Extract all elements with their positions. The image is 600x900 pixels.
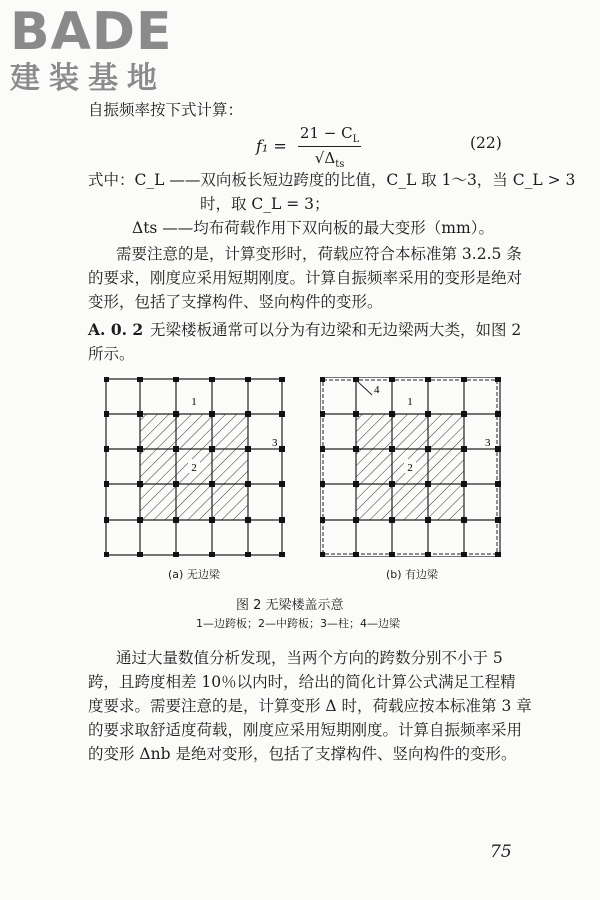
label-edge-span: 1 — [407, 396, 413, 408]
intro-text: 自振频率按下式计算： — [88, 101, 244, 119]
para2-line-5: 的变形 Δnb 是绝对变形，包括了支撑构件、竖向构件的变形。 — [88, 745, 517, 763]
formula-lhs: f₁ = — [256, 136, 287, 156]
para1-line-1: 需要注意的是，计算变形时，荷载应符合本标准第 3.2.5 条 — [116, 245, 522, 263]
logo-brand-text: BADE — [10, 2, 173, 62]
para1-line-3: 变形，包括了支撑构件、竖向构件的变形。 — [88, 293, 383, 311]
caption-b: (b) 有边梁 — [386, 568, 439, 581]
para1-line-2: 的要求，刚度应采用短期刚度。计算自振频率采用的变形是绝对 — [88, 269, 523, 287]
section-line-2: 所示。 — [88, 345, 135, 363]
figure-b-edge-beam — [320, 377, 510, 557]
equation-number: (22) — [470, 134, 502, 152]
para2-line-4: 的要求取舒适度荷载，刚度应采用短期刚度。计算自振频率采用 — [88, 721, 523, 739]
page-number: 75 — [490, 842, 512, 862]
caption-a: (a) 无边梁 — [168, 568, 220, 581]
logo-subtitle: 建装基地 — [10, 61, 166, 96]
brand-logo — [10, 4, 173, 96]
section-line-1: 无梁楼板通常可以分为有边梁和无边梁两大类，如图 2 — [150, 321, 522, 339]
section-number: A. 0. 2 — [88, 320, 144, 339]
para2-line-1: 通过大量数值分析发现，当两个方向的跨数分别不小于 5 — [116, 649, 503, 667]
para2-line-3: 度要求。需要注意的是，计算变形 Δ 时，荷载应按本标准第 3 章 — [88, 697, 532, 715]
label-column: 3 — [272, 437, 278, 449]
formula-denominator: $√\Delta_{ts}$ — [314, 149, 345, 170]
edge-beam-leader — [356, 380, 372, 395]
label-edge-span: 1 — [191, 396, 197, 408]
figure-legend: 1—边跨板；2—中跨板；3—柱；4—边梁 — [196, 617, 400, 630]
formula-numerator: $21 - C_L$ — [299, 124, 360, 145]
formula — [256, 124, 361, 170]
label-interior-span: 2 — [191, 462, 197, 474]
where-line-3: Δts ——均布荷载作用下双向板的最大变形（mm）。 — [132, 219, 494, 237]
figure-a-no-edge-beam — [104, 377, 294, 557]
where-line-1: 式中：C_L ——双向板长短边跨度的比值，C_L 取 1～3，当 C_L > 3 — [88, 171, 576, 189]
figure-title: 图 2 无梁楼盖示意 — [236, 598, 344, 613]
where-line-2: 时，取 C_L = 3； — [200, 195, 330, 213]
formula-fraction — [298, 124, 361, 170]
label-edge-beam: 4 — [374, 384, 380, 396]
label-interior-span: 2 — [407, 462, 413, 474]
para2-line-2: 跨，且跨度相差 10％以内时，给出的简化计算公式满足工程精 — [88, 673, 516, 691]
label-column: 3 — [485, 437, 491, 449]
